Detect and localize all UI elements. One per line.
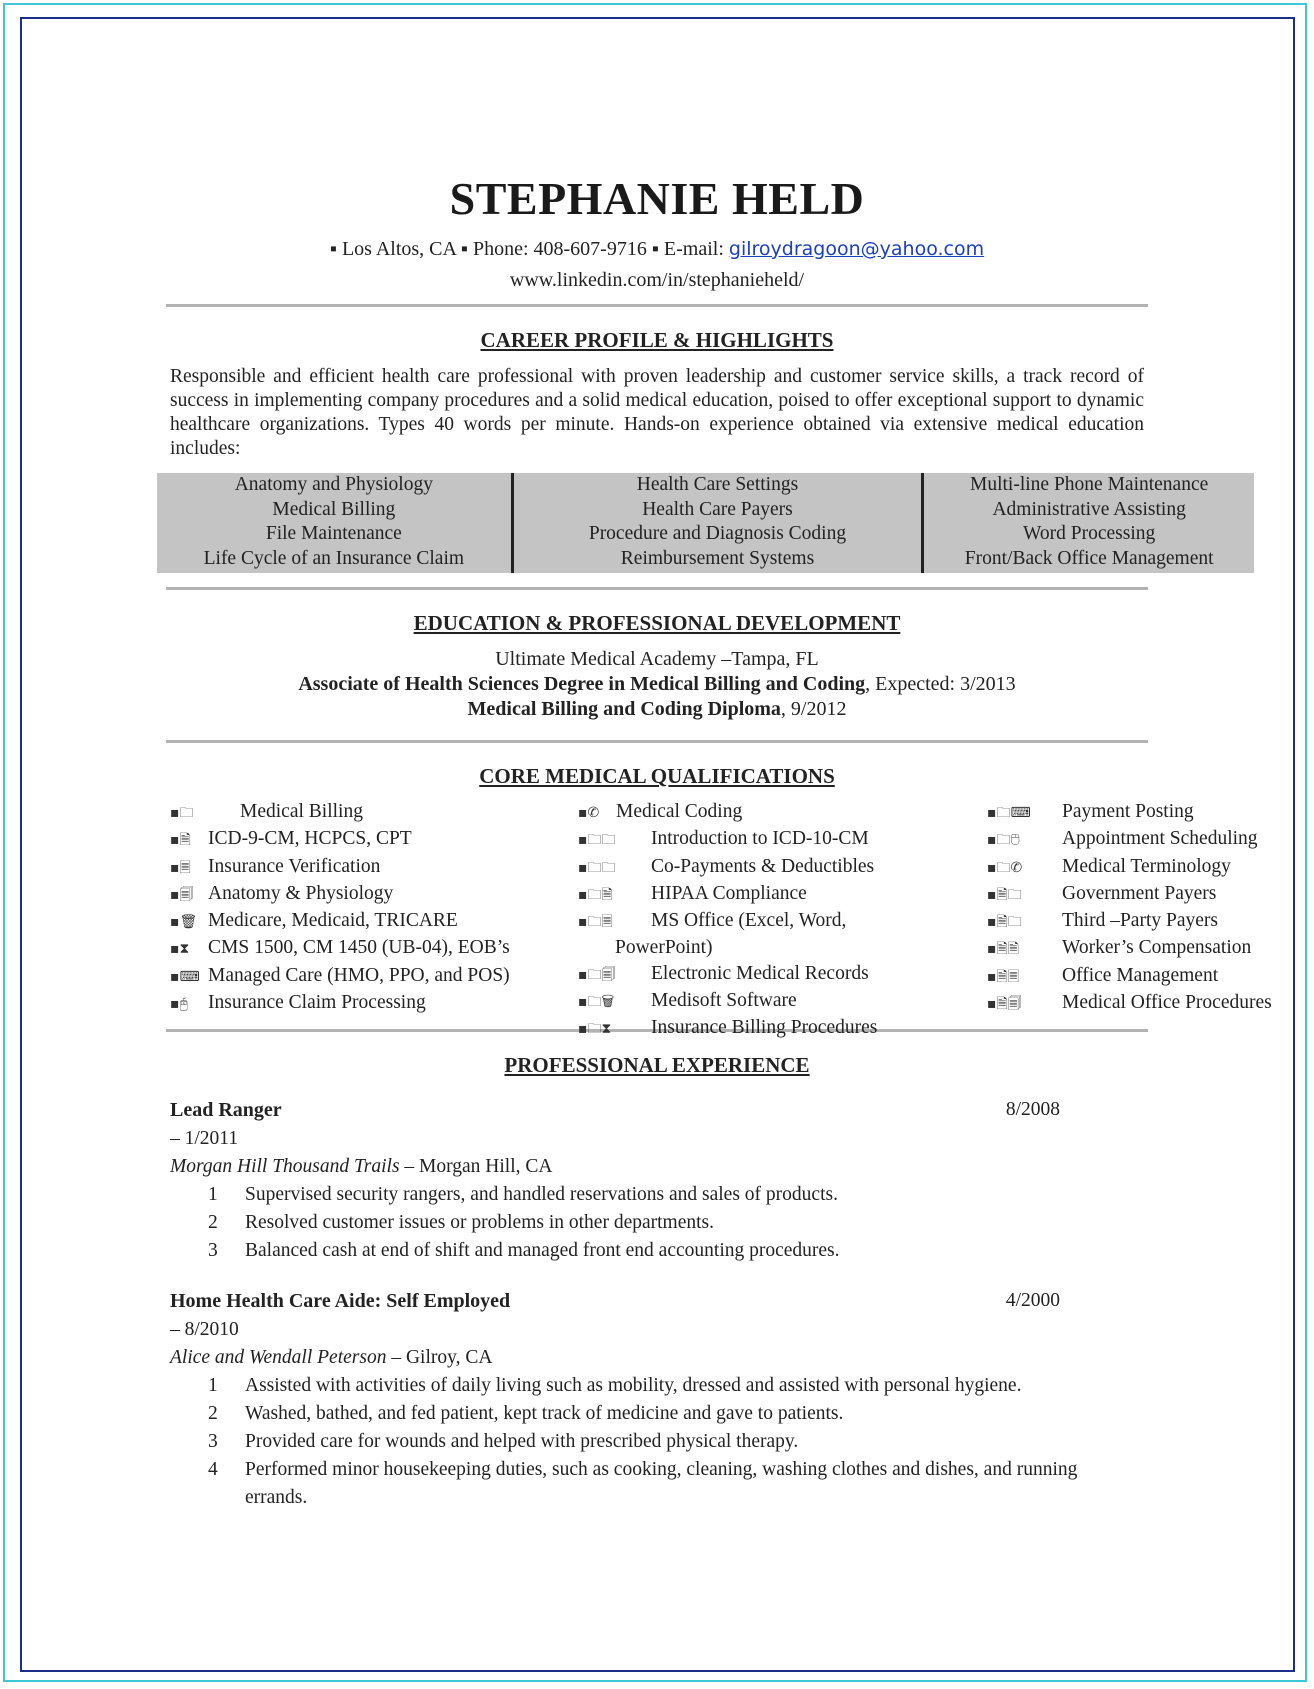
qualification-label: Medical Coding — [616, 801, 743, 822]
bullet-icon: ▪🗀 — [170, 805, 194, 821]
job-employer-line — [170, 1153, 1148, 1181]
qualification-label: Payment Posting — [1062, 801, 1194, 822]
bullet-icon: ▪🗎🗏 — [987, 968, 1020, 985]
degree-name: Associate of Health Sciences Degree in Medical Billing and Coding — [298, 673, 866, 695]
skill-item: Multi-line Phone Maintenance — [970, 474, 1209, 495]
duty-item — [170, 1428, 1148, 1456]
qualification-label: CMS 1500, CM 1450 (UB-04), EOB’s — [208, 937, 510, 959]
job-header — [170, 1096, 1148, 1125]
duty-list — [170, 1372, 1148, 1512]
email-link[interactable]: gilroydragoon@yahoo.com — [728, 238, 985, 260]
qualification-label: PowerPoint) — [615, 937, 713, 959]
job-entry — [166, 1096, 1148, 1265]
job-title: Home Health Care Aide: Self Employed — [170, 1290, 511, 1312]
employer-name: Alice and Wendall Peterson — [170, 1347, 387, 1368]
job-end-date: – 1/2011 — [170, 1128, 239, 1149]
skill-item: Reimbursement Systems — [620, 547, 815, 569]
qualification-label: HIPAA Compliance — [651, 882, 807, 904]
duty-number: 1 — [208, 1375, 218, 1396]
skill-item: Front/Back Office Management — [964, 547, 1214, 569]
qualification-item — [170, 990, 510, 1017]
qualification-label: Managed Care (HMO, PPO, and POS) — [208, 964, 510, 986]
qualification-label: Medical Terminology — [1062, 855, 1231, 877]
qualification-item — [170, 963, 510, 990]
duty-number: 4 — [208, 1459, 218, 1480]
qualification-item — [578, 826, 877, 853]
qualification-item — [578, 988, 877, 1015]
job-start-date: 4/2000 — [1005, 1290, 1060, 1311]
diploma-name: Medical Billing and Coding Diploma — [467, 698, 781, 720]
bullet-icon: ▪🗀🖰 — [987, 832, 1020, 849]
bullet-icon: ▪🗎🗀 — [987, 886, 1022, 903]
bullet-icon: ▪🖰 — [170, 996, 188, 1013]
qualification-label: Insurance Billing Procedures — [651, 1017, 878, 1039]
contact-details: ▪ Los Altos, CA ▪ Phone: 408-607-9716 ▪ E-mail: — [329, 238, 729, 260]
duty-text: Balanced cash at end of shift and managed front end accounting procedures. — [245, 1240, 840, 1261]
job-header — [170, 1287, 1148, 1316]
bullet-icon: ▪⌨ — [170, 968, 200, 985]
qualification-label: Electronic Medical Records — [651, 962, 869, 984]
bullet-icon: ▪🗎🗀 — [987, 914, 1022, 931]
bullet-icon: ▪🗎🗐 — [987, 996, 1022, 1013]
qualification-label: MS Office (Excel, Word, — [651, 910, 847, 932]
section-title-qualifications: CORE MEDICAL QUALIFICATIONS — [479, 764, 835, 788]
qualification-item — [987, 908, 1272, 935]
qualification-label: Medical Office Procedures — [1062, 992, 1272, 1014]
bullet-icon: ▪🗎🗎 — [987, 941, 1020, 958]
school-name: Ultimate Medical Academy –Tampa, FL — [495, 648, 819, 670]
bullet-icon: ▪🗀✆ — [987, 859, 1023, 876]
duty-number: 1 — [208, 1184, 218, 1205]
duty-number: 2 — [208, 1212, 218, 1233]
qualification-item — [170, 881, 510, 908]
skills-column — [157, 473, 514, 573]
duty-number: 2 — [208, 1403, 218, 1424]
qualification-label: Worker’s Compensation — [1062, 937, 1252, 959]
degree-note: , Expected: 3/2013 — [865, 673, 1016, 695]
qualification-label: Third –Party Payers — [1062, 910, 1218, 932]
degree-line — [166, 672, 1148, 697]
job-end-date: – 8/2010 — [170, 1319, 239, 1340]
bullet-icon: ▪⧗ — [170, 941, 190, 958]
qualification-item — [170, 908, 510, 935]
qualification-item — [987, 799, 1272, 826]
duty-text: Resolved customer issues or problems in other departments. — [245, 1212, 714, 1233]
duty-item — [170, 1237, 1148, 1265]
divider — [166, 304, 1148, 307]
bullet-icon: ▪🗐 — [170, 886, 194, 903]
contact-block — [166, 234, 1148, 296]
duty-text: Performed minor housekeeping duties, such as cooking, cleaning, washing clothes and dishes, and running errands. — [245, 1459, 1078, 1508]
duty-text: Assisted with activities of daily living such as mobility, dressed and assisted with personal hygiene. — [245, 1375, 1022, 1396]
qualification-item — [578, 961, 877, 988]
qualification-item — [578, 935, 877, 960]
job-start-date: 8/2008 — [1005, 1099, 1060, 1120]
job-title: Lead Ranger — [170, 1099, 282, 1121]
qualification-label: Insurance Verification — [208, 855, 381, 877]
qualifications-column — [987, 799, 1272, 1017]
duty-number: 3 — [208, 1240, 218, 1261]
qualification-item — [170, 799, 510, 826]
duty-text: Supervised security rangers, and handled reservations and sales of products. — [245, 1184, 838, 1205]
skill-item: Administrative Assisting — [992, 498, 1186, 520]
bullet-icon: ▪🗀🗏 — [578, 914, 613, 931]
qualification-label: Co-Payments & Deductibles — [651, 855, 875, 877]
job-employer-line — [170, 1344, 1148, 1372]
qualification-item — [987, 935, 1272, 962]
bullet-icon: ▪🗀🗀 — [578, 832, 616, 849]
skill-item: File Maintenance — [265, 523, 402, 544]
skills-column — [514, 473, 925, 573]
duty-item — [170, 1181, 1148, 1209]
contact-line — [166, 234, 1148, 265]
duty-item — [170, 1456, 1148, 1512]
bullet-icon: ▪🗀🗑 — [578, 994, 615, 1011]
qualification-label: Appointment Scheduling — [1062, 828, 1258, 850]
duty-number: 3 — [208, 1431, 218, 1452]
linkedin-url[interactable]: www.linkedin.com/in/stephanieheld/ — [509, 269, 805, 291]
skill-item: Health Care Payers — [642, 498, 793, 520]
bullet-icon: ▪✆ — [578, 805, 600, 821]
qualifications-column — [578, 799, 877, 1043]
section-title-education: EDUCATION & PROFESSIONAL DEVELOPMENT — [413, 611, 901, 635]
qualification-item — [170, 935, 510, 962]
qualification-item — [578, 881, 877, 908]
employer-name: Morgan Hill Thousand Trails — [170, 1156, 400, 1177]
qualification-item — [578, 1015, 877, 1042]
divider — [166, 587, 1148, 590]
diploma-line — [166, 697, 1148, 722]
bullet-icon: ▪🗀🗐 — [578, 966, 616, 983]
resume-page — [166, 150, 1272, 1512]
section-title-experience: PROFESSIONAL EXPERIENCE — [504, 1053, 810, 1077]
employer-location: – Gilroy, CA — [386, 1347, 493, 1368]
qualification-label: Anatomy & Physiology — [208, 882, 394, 904]
qualification-label: Government Payers — [1062, 882, 1217, 904]
divider — [166, 740, 1148, 743]
bullet-icon: ▪🗀⌨ — [987, 805, 1031, 821]
qualification-label: Insurance Claim Processing — [208, 992, 426, 1014]
skill-item: Life Cycle of an Insurance Claim — [203, 547, 465, 569]
qualification-item — [987, 854, 1272, 881]
qualification-label: Medical Billing — [240, 801, 363, 822]
education-block — [166, 647, 1148, 722]
duty-item — [170, 1400, 1148, 1428]
duty-list — [170, 1181, 1148, 1265]
qualification-item — [170, 854, 510, 881]
skills-column — [924, 473, 1254, 573]
duty-item — [170, 1209, 1148, 1237]
bullet-icon: ▪🗑 — [170, 914, 198, 931]
job-entry — [166, 1287, 1148, 1512]
skill-item: Procedure and Diagnosis Coding — [588, 523, 847, 544]
career-summary: Responsible and efficient health care professional with proven leadership and customer service skills, a track record of success in implementing company procedures and a solid medical education, poised to offer exceptional support to dynamic healthcare organizations. Types 40 words per minute. Hands-on experience obtained via extensive medical education includes: — [170, 366, 1144, 459]
diploma-note: , 9/2012 — [780, 698, 847, 720]
section-title-career: CAREER PROFILE & HIGHLIGHTS — [480, 328, 834, 352]
qualification-item — [987, 881, 1272, 908]
duty-text: Provided care for wounds and helped with prescribed physical therapy. — [245, 1431, 799, 1452]
skill-item: Medical Billing — [272, 498, 396, 520]
skills-table — [157, 473, 1254, 573]
qualification-item — [578, 908, 877, 935]
skill-item: Anatomy and Physiology — [234, 474, 433, 495]
candidate-name: STEPHANIE HELD — [449, 173, 865, 224]
duty-item — [170, 1372, 1148, 1400]
bullet-icon: ▪🗎 — [170, 832, 191, 849]
qualification-label: Office Management — [1062, 964, 1219, 986]
qualification-label: Medicare, Medicaid, TRICARE — [208, 910, 458, 932]
experience-list — [166, 1096, 1148, 1512]
duty-text: Washed, bathed, and fed patient, kept track of medicine and gave to patients. — [245, 1403, 844, 1424]
qualifications-column — [170, 799, 510, 1017]
qualification-label: Introduction to ICD-10-CM — [651, 828, 869, 850]
qualification-item — [578, 854, 877, 881]
bullet-icon: ▪🗀🗎 — [578, 886, 613, 903]
qualification-item — [987, 990, 1272, 1017]
qualification-item — [987, 963, 1272, 990]
bullet-icon: ▪🗀🗀 — [578, 859, 616, 876]
employer-location: – Morgan Hill, CA — [399, 1156, 553, 1177]
qualification-item — [578, 799, 877, 826]
bullet-icon: ▪🗀⧗ — [578, 1021, 612, 1038]
bullet-icon: ▪🗏 — [170, 859, 191, 876]
qualification-item — [987, 826, 1272, 853]
qualification-label: Medisoft Software — [651, 990, 797, 1012]
qualification-label: ICD-9-CM, HCPCS, CPT — [208, 828, 412, 850]
skill-item: Health Care Settings — [636, 474, 799, 495]
qualifications-grid — [166, 799, 1272, 1039]
qualification-item — [170, 826, 510, 853]
skill-item: Word Processing — [1023, 523, 1156, 544]
